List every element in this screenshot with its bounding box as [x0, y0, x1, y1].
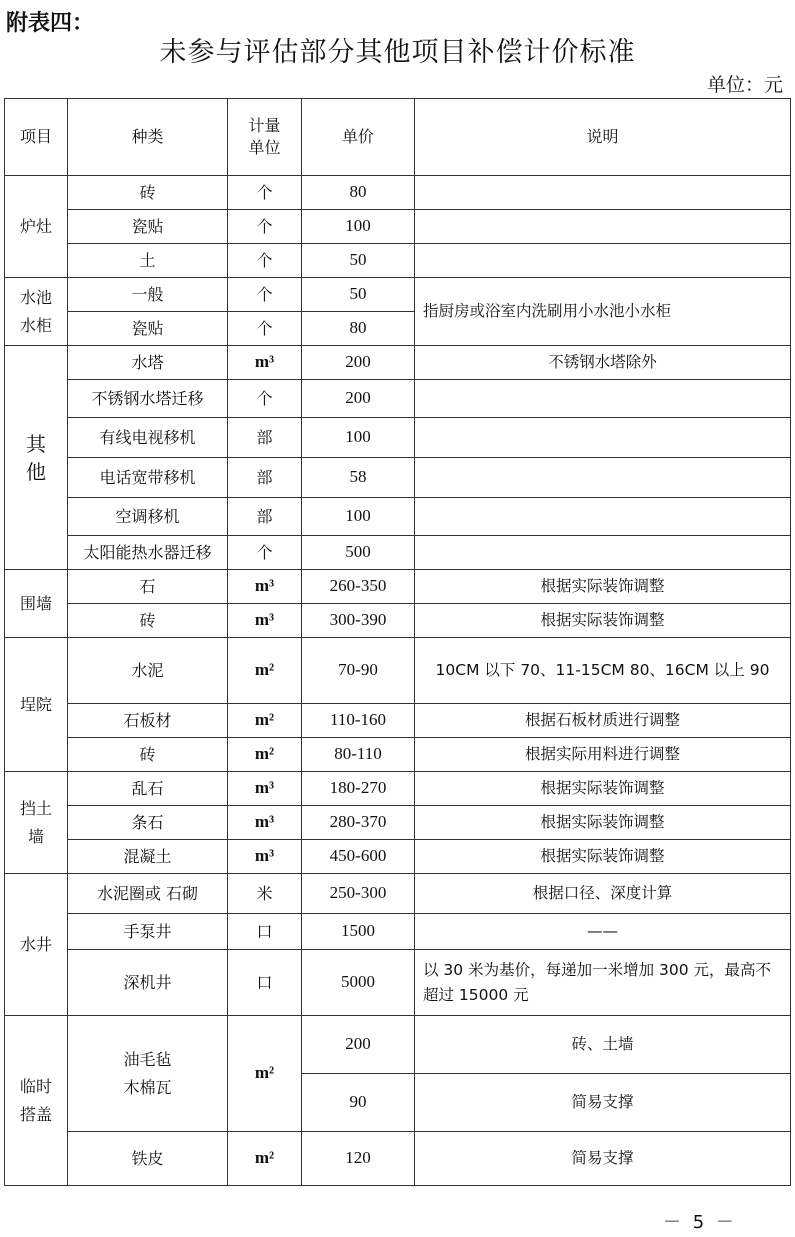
note-cell: 指厨房或浴室内洗刷用小水池小水柜 — [415, 278, 791, 346]
unit-cell: m² — [228, 704, 302, 738]
kind-cell: 手泵井 — [68, 914, 228, 950]
table-row — [5, 1016, 791, 1074]
price-cell: 100 — [302, 418, 415, 458]
price-cell: 250-300 — [302, 874, 415, 914]
unit-cell: m² — [228, 738, 302, 772]
header-note: 说明 — [415, 99, 791, 176]
unit-cell: 个 — [228, 244, 302, 278]
price-cell: 200 — [302, 346, 415, 380]
kind-cell: 砖 — [68, 604, 228, 638]
table-row — [5, 738, 791, 772]
table-row — [5, 874, 791, 914]
category-cell: 水井 — [5, 874, 68, 1016]
price-cell: 80 — [302, 176, 415, 210]
kind-cell: 水泥圈或 石砌 — [68, 874, 228, 914]
price-cell: 450-600 — [302, 840, 415, 874]
note-cell: 根据实际装饰调整 — [415, 806, 791, 840]
unit-cell: 口 — [228, 950, 302, 1016]
header-unit: 计量单位 — [228, 99, 302, 176]
category-cell: 炉灶 — [5, 176, 68, 278]
table-row — [5, 840, 791, 874]
unit-cell: m² — [228, 1016, 302, 1132]
unit-note: 单位：元 — [706, 74, 783, 96]
unit-cell: 部 — [228, 418, 302, 458]
unit-cell: m² — [228, 1132, 302, 1186]
table-row — [5, 210, 791, 244]
kind-cell: 瓷贴 — [68, 210, 228, 244]
kind-cell: 砖 — [68, 176, 228, 210]
kind-cell: 电话宽带移机 — [68, 458, 228, 498]
table-row — [5, 914, 791, 950]
category-cell: 围墙 — [5, 570, 68, 638]
unit-cell: m³ — [228, 772, 302, 806]
unit-cell: 个 — [228, 210, 302, 244]
kind-cell: 油毛毡木棉瓦 — [68, 1016, 228, 1132]
page-title: 未参与评估部分其他项目补偿计价标准 — [159, 37, 636, 68]
unit-cell: m³ — [228, 806, 302, 840]
price-cell: 180-270 — [302, 772, 415, 806]
unit-cell: 部 — [228, 498, 302, 536]
table-row — [5, 418, 791, 458]
unit-cell: m² — [228, 638, 302, 704]
kind-cell: 乱石 — [68, 772, 228, 806]
unit-cell: m³ — [228, 840, 302, 874]
appendix-label: 附表四： — [6, 11, 95, 36]
kind-cell: 有线电视移机 — [68, 418, 228, 458]
kind-cell: 瓷贴 — [68, 312, 228, 346]
note-cell — [415, 498, 791, 536]
kind-cell: 混凝土 — [68, 840, 228, 874]
unit-cell: m³ — [228, 346, 302, 380]
note-cell — [415, 458, 791, 498]
note-cell: 简易支撑 — [415, 1132, 791, 1186]
note-cell: 根据实际装饰调整 — [415, 772, 791, 806]
kind-cell: 深机井 — [68, 950, 228, 1016]
table-row — [5, 604, 791, 638]
price-cell: 1500 — [302, 914, 415, 950]
price-cell: 70-90 — [302, 638, 415, 704]
price-cell: 500 — [302, 536, 415, 570]
price-cell: 100 — [302, 210, 415, 244]
note-cell: 以 30 米为基价，每递加一米增加 300 元，最高不 超过 15000 元 — [415, 950, 791, 1016]
unit-cell: m³ — [228, 570, 302, 604]
unit-cell: 米 — [228, 874, 302, 914]
price-cell: 80 — [302, 312, 415, 346]
unit-cell: 个 — [228, 380, 302, 418]
note-cell: 根据实际装饰调整 — [415, 840, 791, 874]
note-cell: 砖、土墙 — [415, 1016, 791, 1074]
unit-cell: 个 — [228, 312, 302, 346]
category-cell: 其他 — [5, 346, 68, 570]
unit-cell: 个 — [228, 278, 302, 312]
table-row — [5, 380, 791, 418]
note-cell: 根据实际装饰调整 — [415, 570, 791, 604]
kind-cell: 空调移机 — [68, 498, 228, 536]
table-row — [5, 278, 791, 312]
category-cell: 挡土墙 — [5, 772, 68, 874]
kind-cell: 石板材 — [68, 704, 228, 738]
note-cell: 10CM 以下 70、11-15CM 80、16CM 以上 90 — [415, 638, 791, 704]
table-row — [5, 346, 791, 380]
price-cell: 110-160 — [302, 704, 415, 738]
price-cell: 260-350 — [302, 570, 415, 604]
price-cell: 58 — [302, 458, 415, 498]
kind-cell: 不锈钢水塔迁移 — [68, 380, 228, 418]
kind-cell: 一般 — [68, 278, 228, 312]
unit-cell: 个 — [228, 536, 302, 570]
price-cell: 50 — [302, 244, 415, 278]
unit-cell: 部 — [228, 458, 302, 498]
table-row — [5, 806, 791, 840]
compensation-table — [4, 98, 791, 1186]
price-cell: 80-110 — [302, 738, 415, 772]
table-row — [5, 498, 791, 536]
unit-cell: 个 — [228, 176, 302, 210]
price-cell: 90 — [302, 1074, 415, 1132]
note-cell: 简易支撑 — [415, 1074, 791, 1132]
price-cell: 280-370 — [302, 806, 415, 840]
kind-cell: 条石 — [68, 806, 228, 840]
price-cell: 300-390 — [302, 604, 415, 638]
header-price: 单价 — [302, 99, 415, 176]
note-cell — [415, 536, 791, 570]
table-row — [5, 176, 791, 210]
note-cell: 根据口径、深度计算 — [415, 874, 791, 914]
price-cell: 200 — [302, 1016, 415, 1074]
kind-cell: 水塔 — [68, 346, 228, 380]
note-cell — [415, 380, 791, 418]
price-cell: 200 — [302, 380, 415, 418]
note-cell — [415, 418, 791, 458]
table-row — [5, 1132, 791, 1186]
header-kind: 种类 — [68, 99, 228, 176]
page-number: － 5 － — [663, 1212, 737, 1233]
kind-cell: 石 — [68, 570, 228, 604]
note-cell: 根据实际用料进行调整 — [415, 738, 791, 772]
unit-cell: m³ — [228, 604, 302, 638]
table-row — [5, 638, 791, 704]
category-cell: 临时搭盖 — [5, 1016, 68, 1186]
kind-cell: 砖 — [68, 738, 228, 772]
category-cell: 埕院 — [5, 638, 68, 772]
table-row — [5, 458, 791, 498]
table-row — [5, 950, 791, 1016]
kind-cell: 土 — [68, 244, 228, 278]
note-cell: 根据石板材质进行调整 — [415, 704, 791, 738]
note-cell: 不锈钢水塔除外 — [415, 346, 791, 380]
note-cell — [415, 244, 791, 278]
price-cell: 120 — [302, 1132, 415, 1186]
table-row — [5, 570, 791, 604]
price-cell: 100 — [302, 498, 415, 536]
table-row — [5, 704, 791, 738]
kind-cell: 水泥 — [68, 638, 228, 704]
table-row — [5, 772, 791, 806]
table-row — [5, 536, 791, 570]
table-header-row — [5, 99, 791, 176]
header-item: 项目 — [5, 99, 68, 176]
price-cell: 5000 — [302, 950, 415, 1016]
kind-cell: 铁皮 — [68, 1132, 228, 1186]
note-cell — [415, 176, 791, 210]
kind-cell: 太阳能热水器迁移 — [68, 536, 228, 570]
unit-cell: 口 — [228, 914, 302, 950]
category-cell: 水池水柜 — [5, 278, 68, 346]
table-row — [5, 244, 791, 278]
note-cell: 根据实际装饰调整 — [415, 604, 791, 638]
note-cell: —— — [415, 914, 791, 950]
note-cell — [415, 210, 791, 244]
price-cell: 50 — [302, 278, 415, 312]
